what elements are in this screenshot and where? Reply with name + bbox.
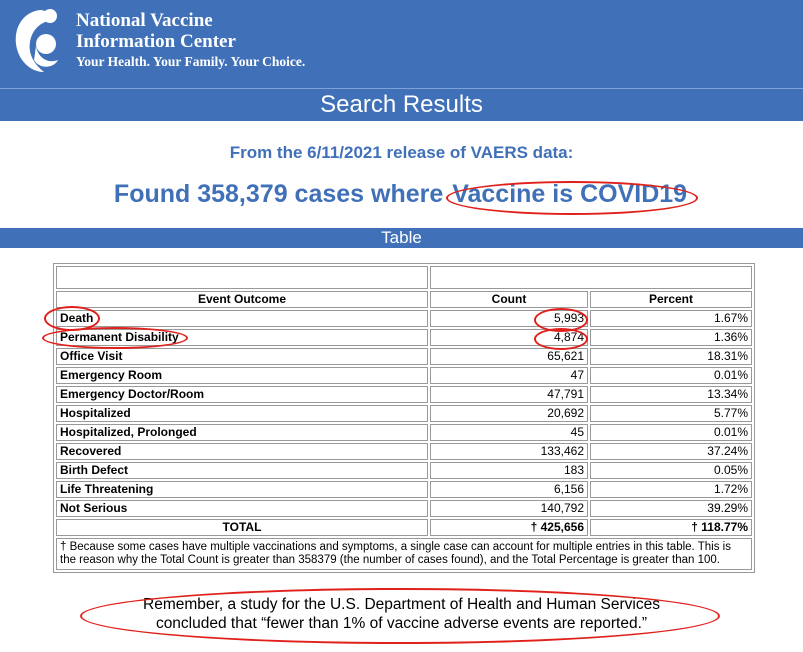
org-tagline: Your Health. Your Family. Your Choice. <box>76 54 306 69</box>
table-row <box>56 481 752 498</box>
table-row <box>56 310 752 327</box>
outcome-cell: Emergency Room <box>56 367 428 384</box>
count-cell: 4,874 <box>430 329 588 346</box>
percent-cell: 1.72% <box>590 481 752 498</box>
percent-cell: 18.31% <box>590 348 752 365</box>
count-cell: 20,692 <box>430 405 588 422</box>
percent-cell: 13.34% <box>590 386 752 403</box>
table-header-row <box>56 291 752 308</box>
found-prefix: Found 358,379 cases where <box>113 180 451 208</box>
count-cell: 133,462 <box>430 443 588 460</box>
outcome-cell: Recovered <box>56 443 428 460</box>
remark-line-1: Remember, a study for the U.S. Department of Health and Human Services <box>143 596 660 613</box>
percent-cell: 1.36% <box>590 329 752 346</box>
org-name-line2[interactable]: Information Center <box>76 31 236 52</box>
org-name-block <box>76 10 305 70</box>
table-row <box>56 405 752 422</box>
event-outcome-table <box>53 263 755 573</box>
release-heading: From the 6/11/2021 release of VAERS data: <box>229 143 574 162</box>
count-cell: 47,791 <box>430 386 588 403</box>
percent-cell: 0.01% <box>590 367 752 384</box>
outcome-cell: Birth Defect <box>56 462 428 479</box>
results-table-wrapper <box>53 263 753 573</box>
percent-cell: 5.77% <box>590 405 752 422</box>
table-total-row <box>56 519 752 536</box>
outcome-cell: Life Threatening <box>56 481 428 498</box>
highlight-oval-remark <box>80 588 720 644</box>
site-header <box>0 0 803 88</box>
count-cell: 47 <box>430 367 588 384</box>
search-results-title: Search Results <box>0 88 803 121</box>
outcome-cell: Permanent Disability <box>56 329 428 346</box>
outcome-cell: Not Serious <box>56 500 428 517</box>
highlight-oval-disability <box>42 327 188 349</box>
percent-cell: 39.29% <box>590 500 752 517</box>
count-cell: 45 <box>430 424 588 441</box>
percent-cell: 1.67% <box>590 310 752 327</box>
blank-cell <box>430 266 752 289</box>
blank-cell <box>56 266 428 289</box>
highlight-oval-disability-count <box>534 328 588 350</box>
table-section-title: Table <box>0 228 803 248</box>
highlight-oval-vaccine <box>446 181 698 215</box>
table-row <box>56 462 752 479</box>
count-cell: 140,792 <box>430 500 588 517</box>
org-name-line1[interactable]: National Vaccine <box>76 10 213 31</box>
outcome-cell: Hospitalized <box>56 405 428 422</box>
percent-cell: 0.01% <box>590 424 752 441</box>
table-row <box>56 424 752 441</box>
table-blank-row <box>56 266 752 289</box>
table-footnote-row <box>56 538 752 570</box>
outcome-cell: Hospitalized, Prolonged <box>56 424 428 441</box>
table-row <box>56 500 752 517</box>
outcome-cell: Death <box>56 310 428 327</box>
count-cell: 5,993 <box>430 310 588 327</box>
table-row <box>56 348 752 365</box>
count-cell: 6,156 <box>430 481 588 498</box>
percent-cell: 0.05% <box>590 462 752 479</box>
outcome-cell: Office Visit <box>56 348 428 365</box>
total-percent: † 118.77% <box>590 519 752 536</box>
table-footnote: † Because some cases have multiple vaccinations and symptoms, a single case can account for multiple entries in this table. This is the reason why the Total Count is greater than 358379 (the number of cases found), and the Total Percentage is greater than 100. <box>56 538 752 570</box>
total-count: † 425,656 <box>430 519 588 536</box>
outcome-cell: Emergency Doctor/Room <box>56 386 428 403</box>
percent-cell: 37.24% <box>590 443 752 460</box>
mother-child-logo-icon[interactable] <box>10 6 66 76</box>
header-event-outcome: Event Outcome <box>56 291 428 308</box>
header-percent: Percent <box>590 291 752 308</box>
count-cell: 183 <box>430 462 588 479</box>
table-row <box>56 443 752 460</box>
header-count: Count <box>430 291 588 308</box>
table-row <box>56 367 752 384</box>
remark-line-2: concluded that “fewer than 1% of vaccine adverse events are reported.” <box>155 615 648 632</box>
count-cell: 65,621 <box>430 348 588 365</box>
vaccine-criteria: Vaccine is COVID19 <box>452 180 688 208</box>
table-row <box>56 386 752 403</box>
total-label: TOTAL <box>56 519 428 536</box>
